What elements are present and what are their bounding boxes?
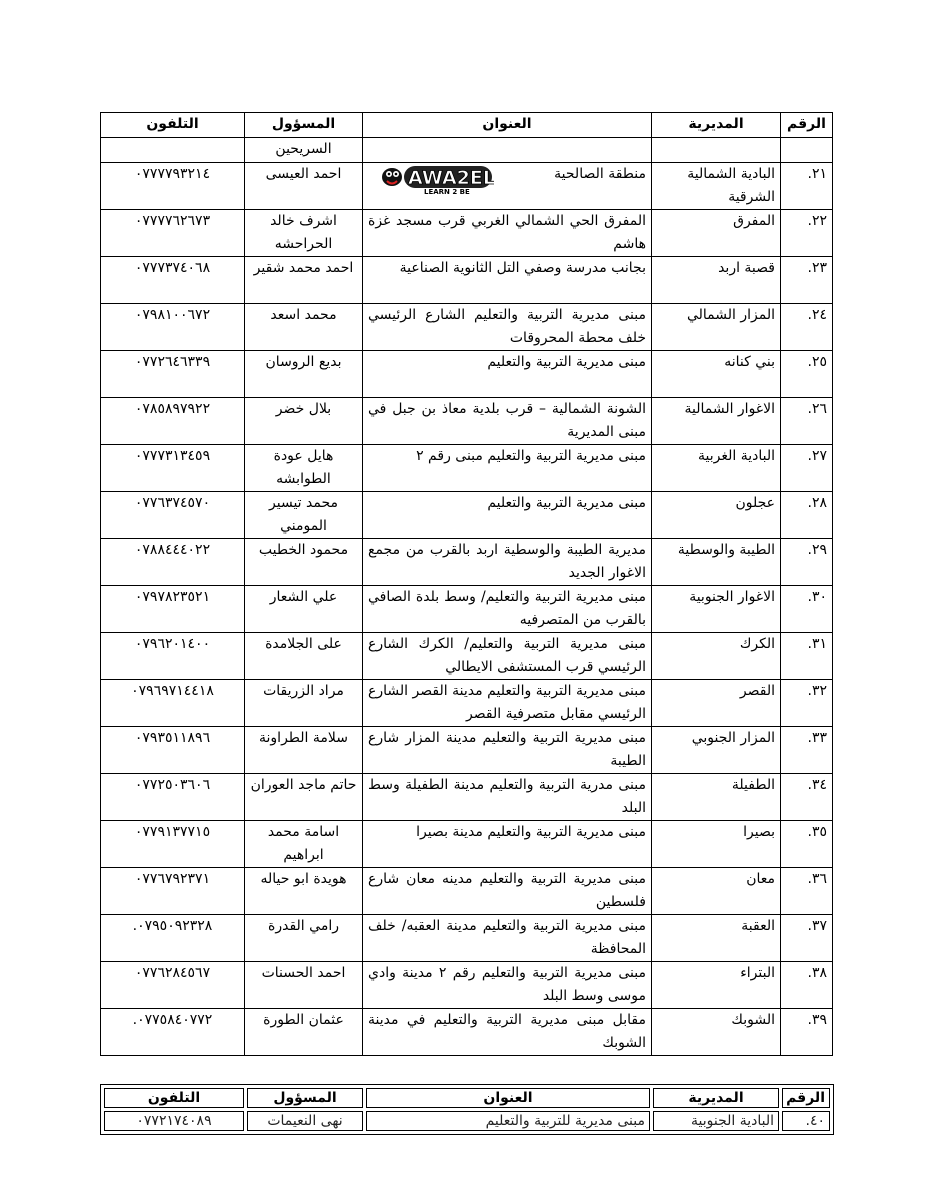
cell-phone: ٠٧٨٨٤٤٤٠٢٢ — [101, 539, 245, 586]
cell-num: ٣٨. — [781, 962, 833, 1009]
cell-responsible: رامي القدرة — [245, 915, 363, 962]
cell-directorate: العقبة — [652, 915, 781, 962]
cell-responsible: اسامة محمد ابراهيم — [245, 821, 363, 868]
cell-num: ٢٣. — [781, 257, 833, 304]
cell-directorate: بصيرا — [652, 821, 781, 868]
header-directorate: المديرية — [652, 113, 781, 138]
cell-num: ٣٤. — [781, 774, 833, 821]
table-row-continuation — [101, 138, 833, 163]
cell-directorate: المزار الشمالي — [652, 304, 781, 351]
cell-directorate: البادية الشمالية الشرقية — [652, 163, 781, 210]
cell-directorate: معان — [652, 868, 781, 915]
cell-responsible: محمد تيسير المومني — [245, 492, 363, 539]
second-table-row — [104, 1111, 830, 1131]
cell-phone: ٠٧٧٩١٣٧٧١٥ — [101, 821, 245, 868]
cell-address: مبنى مديرية للتربية والتعليم — [366, 1111, 650, 1131]
cell-phone: ٠٧٧٦٢٨٤٥٦٧ — [101, 962, 245, 1009]
cell-responsible: حاتم ماجد العوران — [245, 774, 363, 821]
header-phone: التلفون — [101, 113, 245, 138]
second-header-address: العنوان — [366, 1088, 650, 1108]
table-row — [101, 445, 833, 492]
cell-responsible: هايل عودة الطوابشه — [245, 445, 363, 492]
cell-num: ٣٢. — [781, 680, 833, 727]
second-header-responsible: المسؤول — [247, 1088, 363, 1108]
cell-directorate: الشوبك — [652, 1009, 781, 1056]
cell-address: بجانب مدرسة وصفي التل الثانوية الصناعية — [363, 257, 652, 304]
second-header-num: الرقم — [782, 1088, 830, 1108]
cell-address: مقابل مبنى مديرية التربية والتعليم في مدينة الشوبك — [363, 1009, 652, 1056]
cell-address: مبنى مديرية التربية والتعليم — [363, 351, 652, 398]
cell-responsible: احمد محمد شقير — [245, 257, 363, 304]
cell-directorate: المزار الجنوبي — [652, 727, 781, 774]
cell-phone: ٠٧٩٦٢٠١٤٠٠ — [101, 633, 245, 680]
cell-responsible: السريحين — [245, 138, 363, 163]
cell-phone: ٠٧٧٧٣٧٤٠٦٨ — [101, 257, 245, 304]
cell-address: مبنى مديرية التربية والتعليم الشارع الرئيسي خلف محطة المحروقات — [363, 304, 652, 351]
cell-address: مبنى مديرية التربية والتعليم مدينه معان شارع فلسطين — [363, 868, 652, 915]
cell-phone: ٠٧٧٢٦٤٦٣٣٩ — [101, 351, 245, 398]
cell-phone: ٠٧٨٥٨٩٧٩٢٢ — [101, 398, 245, 445]
table-row — [101, 821, 833, 868]
cell-phone: ٠٧٩٧٨٢٣٥٢١ — [101, 586, 245, 633]
cell-directorate: البادية الجنوبية — [653, 1111, 779, 1131]
cell-directorate: البادية الغربية — [652, 445, 781, 492]
cell-responsible: محمد اسعد — [245, 304, 363, 351]
cell-num: ٣٣. — [781, 727, 833, 774]
cell-num: ٢٨. — [781, 492, 833, 539]
cell-directorate: الاغوار الجنوبية — [652, 586, 781, 633]
cell-address: مبنى مديرية التربية والتعليم مدينة القصر الشارع الرئيسي مقابل متصرفية القصر — [363, 680, 652, 727]
cell-address — [363, 138, 652, 163]
table-row — [101, 492, 833, 539]
second-header-phone: التلفون — [104, 1088, 244, 1108]
cell-phone: ٠٧٩٨١٠٠٦٧٢ — [101, 304, 245, 351]
logo-graphic — [378, 160, 494, 196]
table-row — [101, 868, 833, 915]
table-row — [101, 398, 833, 445]
cell-phone: ٠٧٧٦٧٩٢٣٧١ — [101, 868, 245, 915]
table-row — [101, 915, 833, 962]
cell-phone: ٠٧٧٢٥٠٣٦٠٦ — [101, 774, 245, 821]
table-row — [101, 304, 833, 351]
cell-num: ٢٦. — [781, 398, 833, 445]
cell-num: ٣٧. — [781, 915, 833, 962]
table-row — [101, 210, 833, 257]
cell-phone: ٠٧٩٥٠٩٢٣٢٨. — [101, 915, 245, 962]
table-row — [101, 774, 833, 821]
second-table — [100, 1084, 834, 1135]
cell-phone: ٠٧٧٥٨٤٠٧٧٢. — [101, 1009, 245, 1056]
cell-responsible: على الجلامدة — [245, 633, 363, 680]
cell-phone: ٠٧٩٦٩٧١٤٤١٨ — [101, 680, 245, 727]
cell-directorate — [652, 138, 781, 163]
cell-num: ٣١. — [781, 633, 833, 680]
cell-responsible: اشرف خالد الحراحشه — [245, 210, 363, 257]
table-row — [101, 680, 833, 727]
cell-address: منطقة الصالحية — [363, 163, 652, 210]
table-row — [101, 727, 833, 774]
cell-directorate: الكرك — [652, 633, 781, 680]
logo-tagline: LEARN 2 BE — [424, 188, 470, 196]
cell-phone — [101, 138, 245, 163]
header-address: العنوان — [363, 113, 652, 138]
table-row — [101, 1009, 833, 1056]
cell-phone: ٠٧٧٦٣٧٤٥٧٠ — [101, 492, 245, 539]
cell-directorate: قصبة اربد — [652, 257, 781, 304]
table-row — [101, 351, 833, 398]
cell-responsible: احمد العيسى — [245, 163, 363, 210]
second-header-directorate: المديرية — [653, 1088, 779, 1108]
cell-phone: ٠٧٧٧٧٩٣٢١٤ — [101, 163, 245, 210]
cell-directorate: القصر — [652, 680, 781, 727]
cell-responsible: بديع الروسان — [245, 351, 363, 398]
cell-phone: ٠٧٩٣٥١١٨٩٦ — [101, 727, 245, 774]
cell-directorate: الطيبة والوسطية — [652, 539, 781, 586]
cell-directorate: عجلون — [652, 492, 781, 539]
cell-num: ٣٥. — [781, 821, 833, 868]
table-row — [101, 586, 833, 633]
cell-phone: ٠٧٧٢١٧٤٠٨٩ — [104, 1111, 244, 1131]
cell-address: مبنى مديرية التربية والتعليم مبنى رقم ٢ — [363, 445, 652, 492]
cell-responsible: محمود الخطيب — [245, 539, 363, 586]
table-row — [101, 962, 833, 1009]
cell-num: ٣٦. — [781, 868, 833, 915]
cell-num: ٢٧. — [781, 445, 833, 492]
cell-address: مبنى مديرية التربية والتعليم/ وسط بلدة الصافي بالقرب من المتصرفيه — [363, 586, 652, 633]
cell-responsible: مراد الزريقات — [245, 680, 363, 727]
cell-directorate: المفرق — [652, 210, 781, 257]
cell-address: مديرية الطيبة والوسطية اربد بالقرب من مجمع الاغوار الجديد — [363, 539, 652, 586]
table-header-row — [101, 113, 833, 138]
cell-directorate: البتراء — [652, 962, 781, 1009]
cell-num: ٢٢. — [781, 210, 833, 257]
cell-address: الشونة الشمالية – قرب بلدية معاذ بن جبل في مبنى المديرية — [363, 398, 652, 445]
awa2el-logo — [378, 160, 494, 196]
table-row — [101, 539, 833, 586]
directorates-table — [100, 112, 833, 1056]
cell-num — [781, 138, 833, 163]
cell-responsible: سلامة الطراونة — [245, 727, 363, 774]
cell-responsible: نهى النعيمات — [247, 1111, 363, 1131]
cell-address: مبنى مديرية التربية والتعليم مدينة المزار شارع الطيبة — [363, 727, 652, 774]
table-row — [101, 257, 833, 304]
cell-num: ٢٩. — [781, 539, 833, 586]
cell-address: مبنى مديرية التربية والتعليم/ الكرك الشارع الرئيسي قرب المستشفى الايطالي — [363, 633, 652, 680]
cell-responsible: احمد الحسنات — [245, 962, 363, 1009]
cell-num: ٢٤. — [781, 304, 833, 351]
cell-address: المفرق الحي الشمالي الغربي قرب مسجد غزة هاشم — [363, 210, 652, 257]
cell-num: ٣٩. — [781, 1009, 833, 1056]
cell-directorate: الاغوار الشمالية — [652, 398, 781, 445]
cell-phone: ٠٧٧٧٣١٣٤٥٩ — [101, 445, 245, 492]
cell-num: ٣٠. — [781, 586, 833, 633]
table-row — [101, 633, 833, 680]
cell-phone: ٠٧٧٧٧٦٢٦٧٣ — [101, 210, 245, 257]
cell-address: مبنى مديرية التربية والتعليم مدينة العقبه/ خلف المحافظة — [363, 915, 652, 962]
cell-directorate: بني كنانه — [652, 351, 781, 398]
cell-responsible: عثمان الطورة — [245, 1009, 363, 1056]
cell-address: مبنى مدرية التربية والتعليم مدينة الطفيلة وسط البلد — [363, 774, 652, 821]
cell-responsible: علي الشعار — [245, 586, 363, 633]
cell-address: مبنى مديرية التربية والتعليم رقم ٢ مدينة وادي موسى وسط البلد — [363, 962, 652, 1009]
logo-brand: AWA2EL — [408, 167, 494, 189]
cell-num: ٢١. — [781, 163, 833, 210]
cell-address: مبنى مديرية التربية والتعليم — [363, 492, 652, 539]
cell-num: ٤٠. — [782, 1111, 830, 1131]
header-num: الرقم — [781, 113, 833, 138]
second-header-row — [104, 1088, 830, 1108]
header-responsible: المسؤول — [245, 113, 363, 138]
cell-responsible: بلال خضر — [245, 398, 363, 445]
cell-responsible: هويدة ابو حياله — [245, 868, 363, 915]
cell-num: ٢٥. — [781, 351, 833, 398]
cell-address: مبنى مديرية التربية والتعليم مدينة بصيرا — [363, 821, 652, 868]
cell-directorate: الطفيلة — [652, 774, 781, 821]
